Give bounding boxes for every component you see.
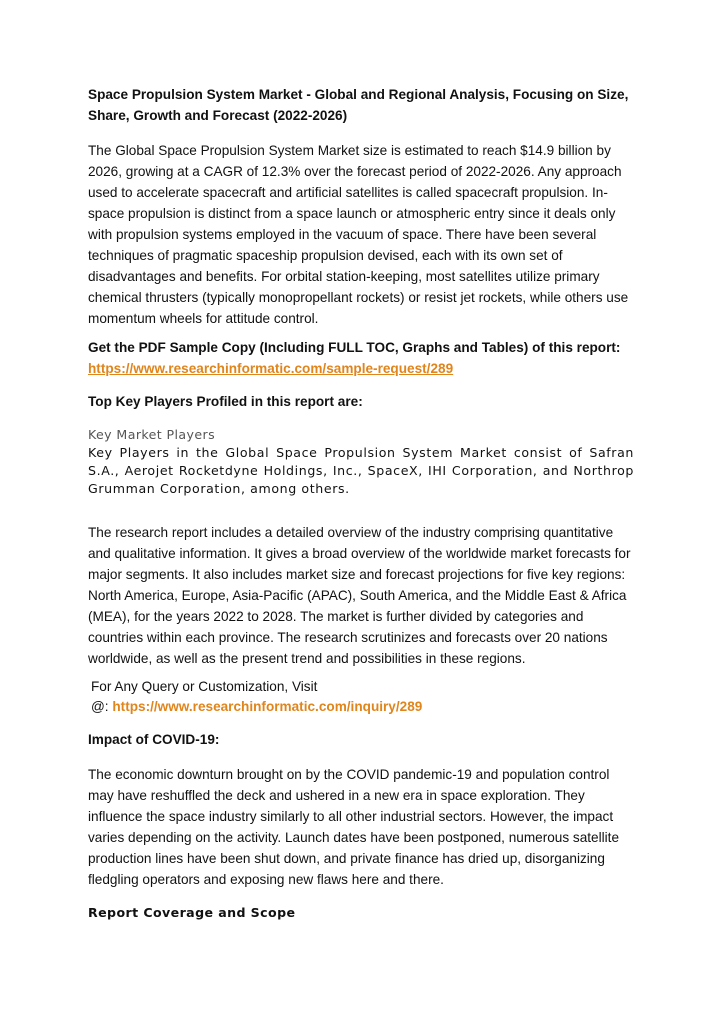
page-title: Space Propulsion System Market - Global and Regional Analysis, Focusing on Size, Share, Growth and Forecast (2022-2026) [88, 87, 629, 123]
intro-paragraph: The Global Space Propulsion System Market size is estimated to reach $14.9 billion by 2026, growing at a CAGR of 12.3% over the forecast period of 2022-2026. Any approach used to accelerate spacecraft and artificial satellites is called spacecraft propulsion. In-space propulsion is distinct from a space launch or atmospheric entry since it deals only with propulsion systems employed in the vacuum of space. There have been several techniques of pragmatic spaceship propulsion devised, each with its own set of disadvantages and benefits. For orbital station-keeping, most satellites utilize primary chemical thrusters (typically monopropellant rockets) or resist jet rockets, while others use momentum wheels for attitude control. [88, 143, 629, 326]
query-block [88, 677, 634, 717]
document-page [88, 84, 634, 936]
key-players-heading: Key Market Players [88, 427, 216, 442]
key-players-text: Key Players in the Global Space Propulsion System Market consist of Safran S.A., Aerojet Rocketdyne Holdings, Inc., SpaceX, IHI Corporation, and Northrop Grumman Corporation, among others. [88, 445, 634, 496]
sample-request-label: Get the PDF Sample Copy (Including FULL TOC, Graphs and Tables) of this report: [88, 340, 621, 355]
sample-request-link[interactable]: https://www.researchinformatic.com/sample-request/289 [88, 361, 454, 376]
covid-paragraph: The economic downturn brought on by the COVID pandemic-19 and population control may have reshuffled the deck and ushered in a new era in space exploration. They influence the space industry similarly to all other industrial sectors. However, the impact varies depending on the activity. Launch dates have been postponed, numerous satellite production lines have been shut down, and private finance has dried up, disorganizing fledgling operators and exposing new flaws here and there. [88, 767, 620, 887]
inquiry-link[interactable]: https://www.researchinformatic.com/inquiry/289 [112, 699, 423, 714]
query-line [91, 697, 634, 717]
top-players-heading: Top Key Players Profiled in this report are: [88, 394, 363, 409]
research-paragraph: The research report includes a detailed overview of the industry comprising quantitative and qualitative information. It gives a broad overview of the worldwide market forecasts for major segments. It also includes market size and forecast projections for five key regions: North America, Europe, Asia-Pacific (APAC), South America, and the Middle East & Africa (MEA), for the years 2022 to 2028. The market is further divided by categories and countries within each province. The research scrutinizes and forecasts over 20 nations worldwide, as well as the present trend and possibilities in these regions. [88, 525, 631, 666]
query-label: For Any Query or Customization, Visit [91, 679, 318, 694]
covid-heading: Impact of COVID-19: [88, 732, 220, 747]
sample-request-block [88, 337, 634, 379]
scope-heading: Report Coverage and Scope [88, 905, 296, 920]
key-players-block [88, 426, 634, 498]
query-prefix: @: [91, 699, 109, 714]
